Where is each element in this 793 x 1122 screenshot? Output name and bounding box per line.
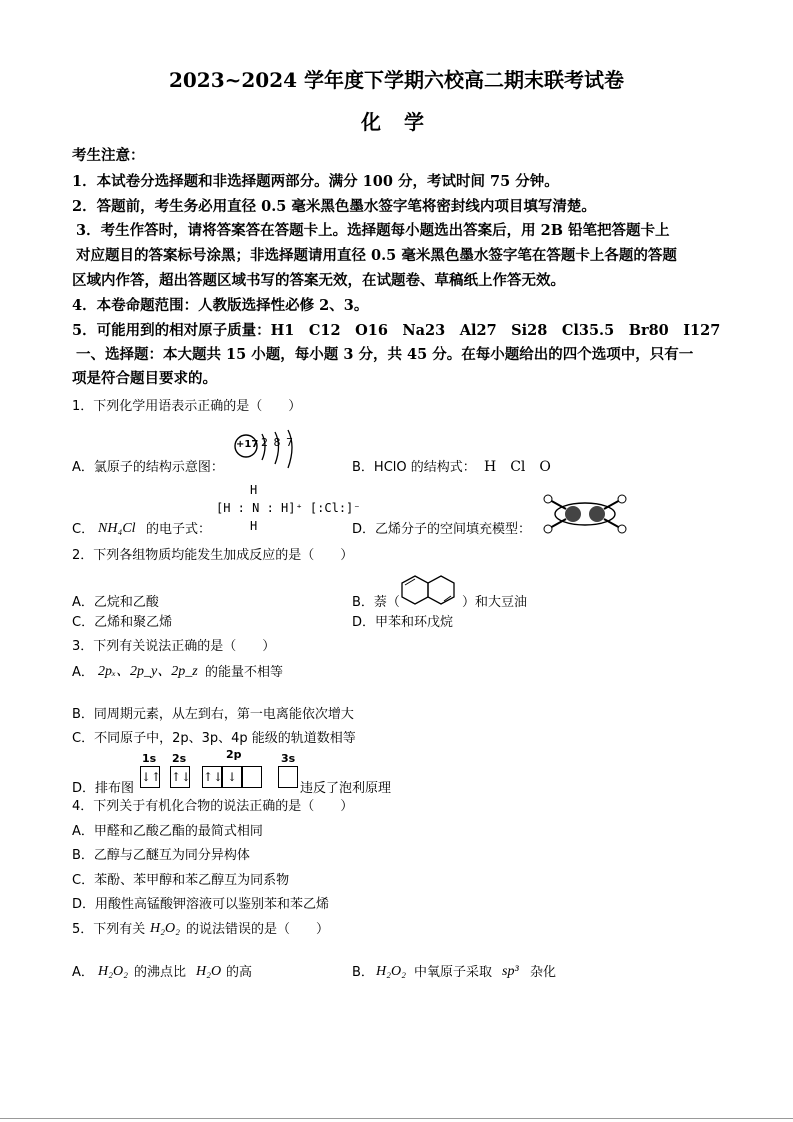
q3-option-d-pre: D．排布图 <box>72 781 135 796</box>
lewis-top-h: H <box>250 483 258 497</box>
q1-option-d: D．乙烯分子的空间填充模型： <box>352 522 532 537</box>
subject-title: 化 学 <box>361 110 432 134</box>
q3-option-d-post: 违反了泡利原理 <box>300 781 392 796</box>
q5-option-a-post: 的高 <box>226 965 253 980</box>
q5-b-formula: H₂O₂ <box>376 964 406 979</box>
q1-option-b: B．HClO 的结构式： <box>352 460 476 475</box>
lewis-bottom-h: H <box>250 519 258 533</box>
q1-stem: 1．下列化学用语表示正确的是（ ） <box>72 399 302 414</box>
orbital-label-3s: 3s <box>281 752 296 765</box>
orbital-box-2p-2: ↓ <box>222 766 242 788</box>
q5-option-b-mid: 中氧原子采取 <box>414 965 493 980</box>
notice-item-1: 1．本试卷分选择题和非选择题两部分。满分 100 分，考试时间 75 分钟。 <box>72 173 559 190</box>
q5-a-formula-2: H₂O <box>196 964 222 979</box>
orbital-box-2p-1: ↑↓ <box>202 766 222 788</box>
lewis-structure: [H : N : H]⁺ [:Cl:]⁻ <box>216 501 361 515</box>
orbital-box-2s: ↑↓ <box>170 766 190 788</box>
q3-option-b: B．同周期元素，从左到右，第一电离能依次增大 <box>72 707 354 722</box>
ethylene-model <box>540 494 630 534</box>
naphthalene-structure <box>400 570 460 610</box>
q3-option-a-pre: A． <box>72 665 94 680</box>
q2-stem: 2．下列各组物质均能发生加成反应的是（ ） <box>72 548 354 563</box>
q2-option-b-post: ）和大豆油 <box>462 595 528 610</box>
q5-stem-pre: 5．下列有关 <box>72 922 146 937</box>
orbital-label-1s: 1s <box>142 752 157 765</box>
orbital-label-2p: 2p <box>226 748 242 761</box>
nh4cl-formula: NH₄Cl <box>98 521 136 536</box>
page-bottom-rule <box>0 1118 793 1119</box>
notice-item-3-cont2: 区域内作答，超出答题区域书写的答案无效，在试题卷、草稿纸上作答无效。 <box>72 272 565 289</box>
notice-item-3: 3．考生作答时，请将答案答在答题卡上。选择题每小题选出答案后，用 2B 铅笔把答题卡上 <box>76 222 670 239</box>
q5-option-b-pre: B． <box>352 965 374 980</box>
section-heading: 一、选择题：本大题共 15 小题，每小题 3 分，共 45 分。在每小题给出的四个选项中，只有一 <box>76 346 694 363</box>
q5-option-b-post: 杂化 <box>530 965 557 980</box>
notice-item-5: 5．可能用到的相对原子质量：H1 C12 O16 Na23 Al27 Si28 Cl35.5 Br80 I127 <box>72 322 721 339</box>
orbital-diagram <box>138 748 303 794</box>
space-filling-model-icon <box>540 494 630 534</box>
q3-orbital-formula: 2pₓ、2p_y、2p_z <box>98 664 198 679</box>
orbital-label-2s: 2s <box>172 752 187 765</box>
notice-heading: 考生注意： <box>72 147 145 164</box>
q3-option-a-post: 的能量不相等 <box>205 665 284 680</box>
shell-electrons: 2 8 7 <box>261 436 294 449</box>
notice-item-4: 4．本卷命题范围：人教版选择性必修 2、3。 <box>72 297 369 314</box>
q2-option-b-pre: B．萘（ <box>352 595 400 610</box>
orbital-box-1s: ↓↑ <box>140 766 160 788</box>
q3-stem: 3．下列有关说法正确的是（ ） <box>72 639 276 654</box>
q1-option-a: A．氯原子的结构示意图： <box>72 460 224 475</box>
q1-option-c-tail: 的电子式： <box>146 522 212 537</box>
naphthalene-icon <box>400 570 460 610</box>
orbital-box-3s <box>278 766 298 788</box>
nucleus-label: +17 <box>236 439 259 450</box>
hclo-structure: H Cl O <box>484 459 551 475</box>
notice-item-3-cont1: 对应题目的答案标号涂黑；非选择题请用直径 0.5 毫米黑色墨水签字笔在答题卡上各题的答题 <box>76 247 677 264</box>
orbital-box-2p-3 <box>242 766 262 788</box>
q4-option-d: D．用酸性高锰酸钾溶液可以鉴别苯和苯乙烯 <box>72 897 330 912</box>
q5-a-formula-1: H₂O₂ <box>98 964 128 979</box>
q2-option-c: C．乙烯和聚乙烯 <box>72 615 173 630</box>
q4-stem: 4．下列关于有机化合物的说法正确的是（ ） <box>72 799 354 814</box>
q3-option-c: C．不同原子中，2p、3p、4p 能级的轨道数相等 <box>72 731 356 746</box>
q5-b-formula-2: sp³ <box>502 964 519 979</box>
page-title: 2023~2024 学年度下学期六校高二期末联考试卷 <box>168 68 625 92</box>
q2-option-d: D．甲苯和环戊烷 <box>352 615 454 630</box>
q4-option-a: A．甲醛和乙酸乙酯的最简式相同 <box>72 824 263 839</box>
q1-option-c: C． <box>72 522 95 537</box>
q4-option-b: B．乙醇与乙醚互为同分异构体 <box>72 848 250 863</box>
q5-option-a-pre: A． <box>72 965 94 980</box>
q4-option-c: C．苯酚、苯甲醇和苯乙醇互为同系物 <box>72 873 290 888</box>
chlorine-atom-diagram <box>232 426 302 472</box>
q5-option-a-mid: 的沸点比 <box>134 965 187 980</box>
q5-stem-post: 的说法错误的是（ ） <box>186 922 330 937</box>
q5-stem-formula: H₂O₂ <box>150 921 180 936</box>
section-heading-cont: 项是符合题目要求的。 <box>72 370 217 387</box>
q2-option-a: A．乙烷和乙酸 <box>72 595 159 610</box>
notice-item-2: 2．答题前，考生务必用直径 0.5 毫米黑色墨水签字笔将密封线内项目填写清楚。 <box>72 198 596 215</box>
